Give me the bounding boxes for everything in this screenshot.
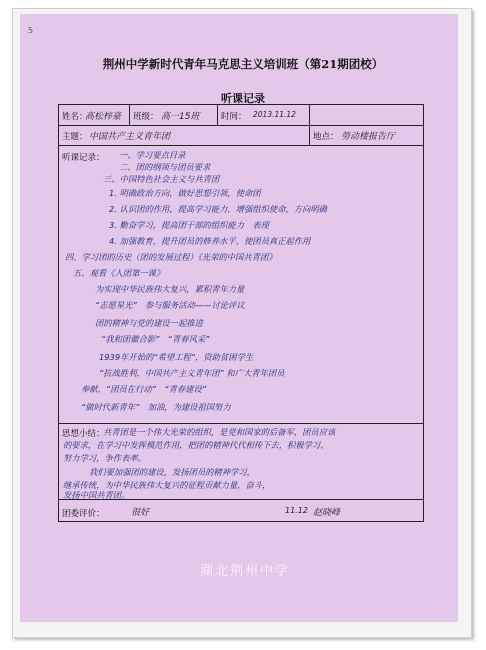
class-label: 班级： — [133, 112, 159, 122]
content-line: 三、中国特色社会主义与共青团 — [103, 174, 220, 184]
content-line: 奉献，“团员在行动” “青春建设” — [81, 384, 207, 394]
summary-label: 思想小结： — [62, 429, 105, 439]
evaluation-value: 很好 — [131, 508, 150, 518]
name-label: 姓名： — [62, 112, 88, 122]
summary-line: 共青团是一个伟大光荣的组织，是党和国家的后备军，团员应该 — [103, 427, 336, 437]
summary-line: 发扬中国共青团。 — [63, 490, 130, 500]
summary-line: 继承传统，为中华民族伟大复兴的征程贡献力量，奋斗， — [63, 480, 271, 490]
evaluation-signature: 赵晓峰 — [313, 508, 341, 518]
content-line: 团的精神与党的建设一起推进 — [95, 318, 203, 328]
summary-line: 我们要加强团的建设，发扬团员的精神学习， — [89, 467, 255, 477]
content-line: 一、学习要点目录 — [119, 150, 186, 160]
col-divider — [217, 105, 218, 125]
content-line: 四、学习团的历史（团的发展过程）《光荣的中国共青团》 — [65, 252, 277, 262]
row-divider — [59, 423, 423, 424]
content-line: 1939年开始的“希望工程”，资助贫困学生 — [99, 352, 254, 362]
content-line: 4. 加强教育，提升团员的修养水平，使团员真正起作用 — [109, 236, 311, 246]
record-table — [58, 104, 424, 522]
content-label: 听课记录： — [62, 153, 105, 163]
row-divider — [59, 125, 423, 126]
name-value: 高松梓豪 — [85, 112, 122, 122]
time-value: 2013.11.12 — [253, 110, 296, 119]
topic-label: 主题： — [62, 132, 88, 142]
document-subtitle: 听课记录 — [221, 92, 265, 105]
evaluation-date: 11.12 — [285, 506, 308, 515]
class-value: 高一15班 — [161, 112, 200, 122]
content-line: “志愿星光” 参与服务活动——讨论评议 — [95, 300, 245, 310]
summary-line: 的要求，在学习中发挥模范作用，把团的精神代代相传下去，积极学习、 — [63, 440, 329, 450]
summary-line: 努力学习，争作表率。 — [63, 453, 146, 463]
content-line: 为实现中华民族伟大复兴，累积青年力量 — [95, 284, 245, 294]
time-label: 时间： — [221, 112, 247, 122]
place-label: 地点： — [313, 132, 339, 142]
place-value: 勞动楼报告厅 — [341, 132, 396, 142]
watermark: 湖北荆州中学 — [200, 564, 291, 579]
content-line: “做时代新青年” 加油，为建设祖国努力 — [81, 402, 231, 412]
content-line: 五、观看《入团第一课》 — [73, 268, 165, 278]
content-line: “抗战胜利，中国共产主义青年团” 和广大青年团员 — [99, 368, 285, 378]
evaluation-label: 团委评价： — [62, 509, 105, 519]
col-divider — [129, 105, 130, 125]
content-line: 3. 勤奋学习，提高团干部的组织能力 表现 — [109, 220, 269, 230]
content-line: 2. 认识团的作用，提高学习能力，增强组织使命，方向明确 — [109, 204, 327, 214]
content-line: “我和团徽合影” “青春风采” — [101, 334, 210, 344]
row-divider — [59, 145, 423, 146]
topic-value: 中国共产主义青年团 — [89, 132, 171, 142]
corner-mark: 5 — [28, 26, 34, 35]
content-line: 1. 明确政治方向，做好思想引领，使命团 — [109, 188, 261, 198]
content-line: 二、团的纲领与团员要求 — [119, 162, 211, 172]
col-divider — [309, 105, 310, 145]
document-title: 荆州中学新时代青年马克思主义培训班（第21期团校） — [102, 57, 384, 71]
